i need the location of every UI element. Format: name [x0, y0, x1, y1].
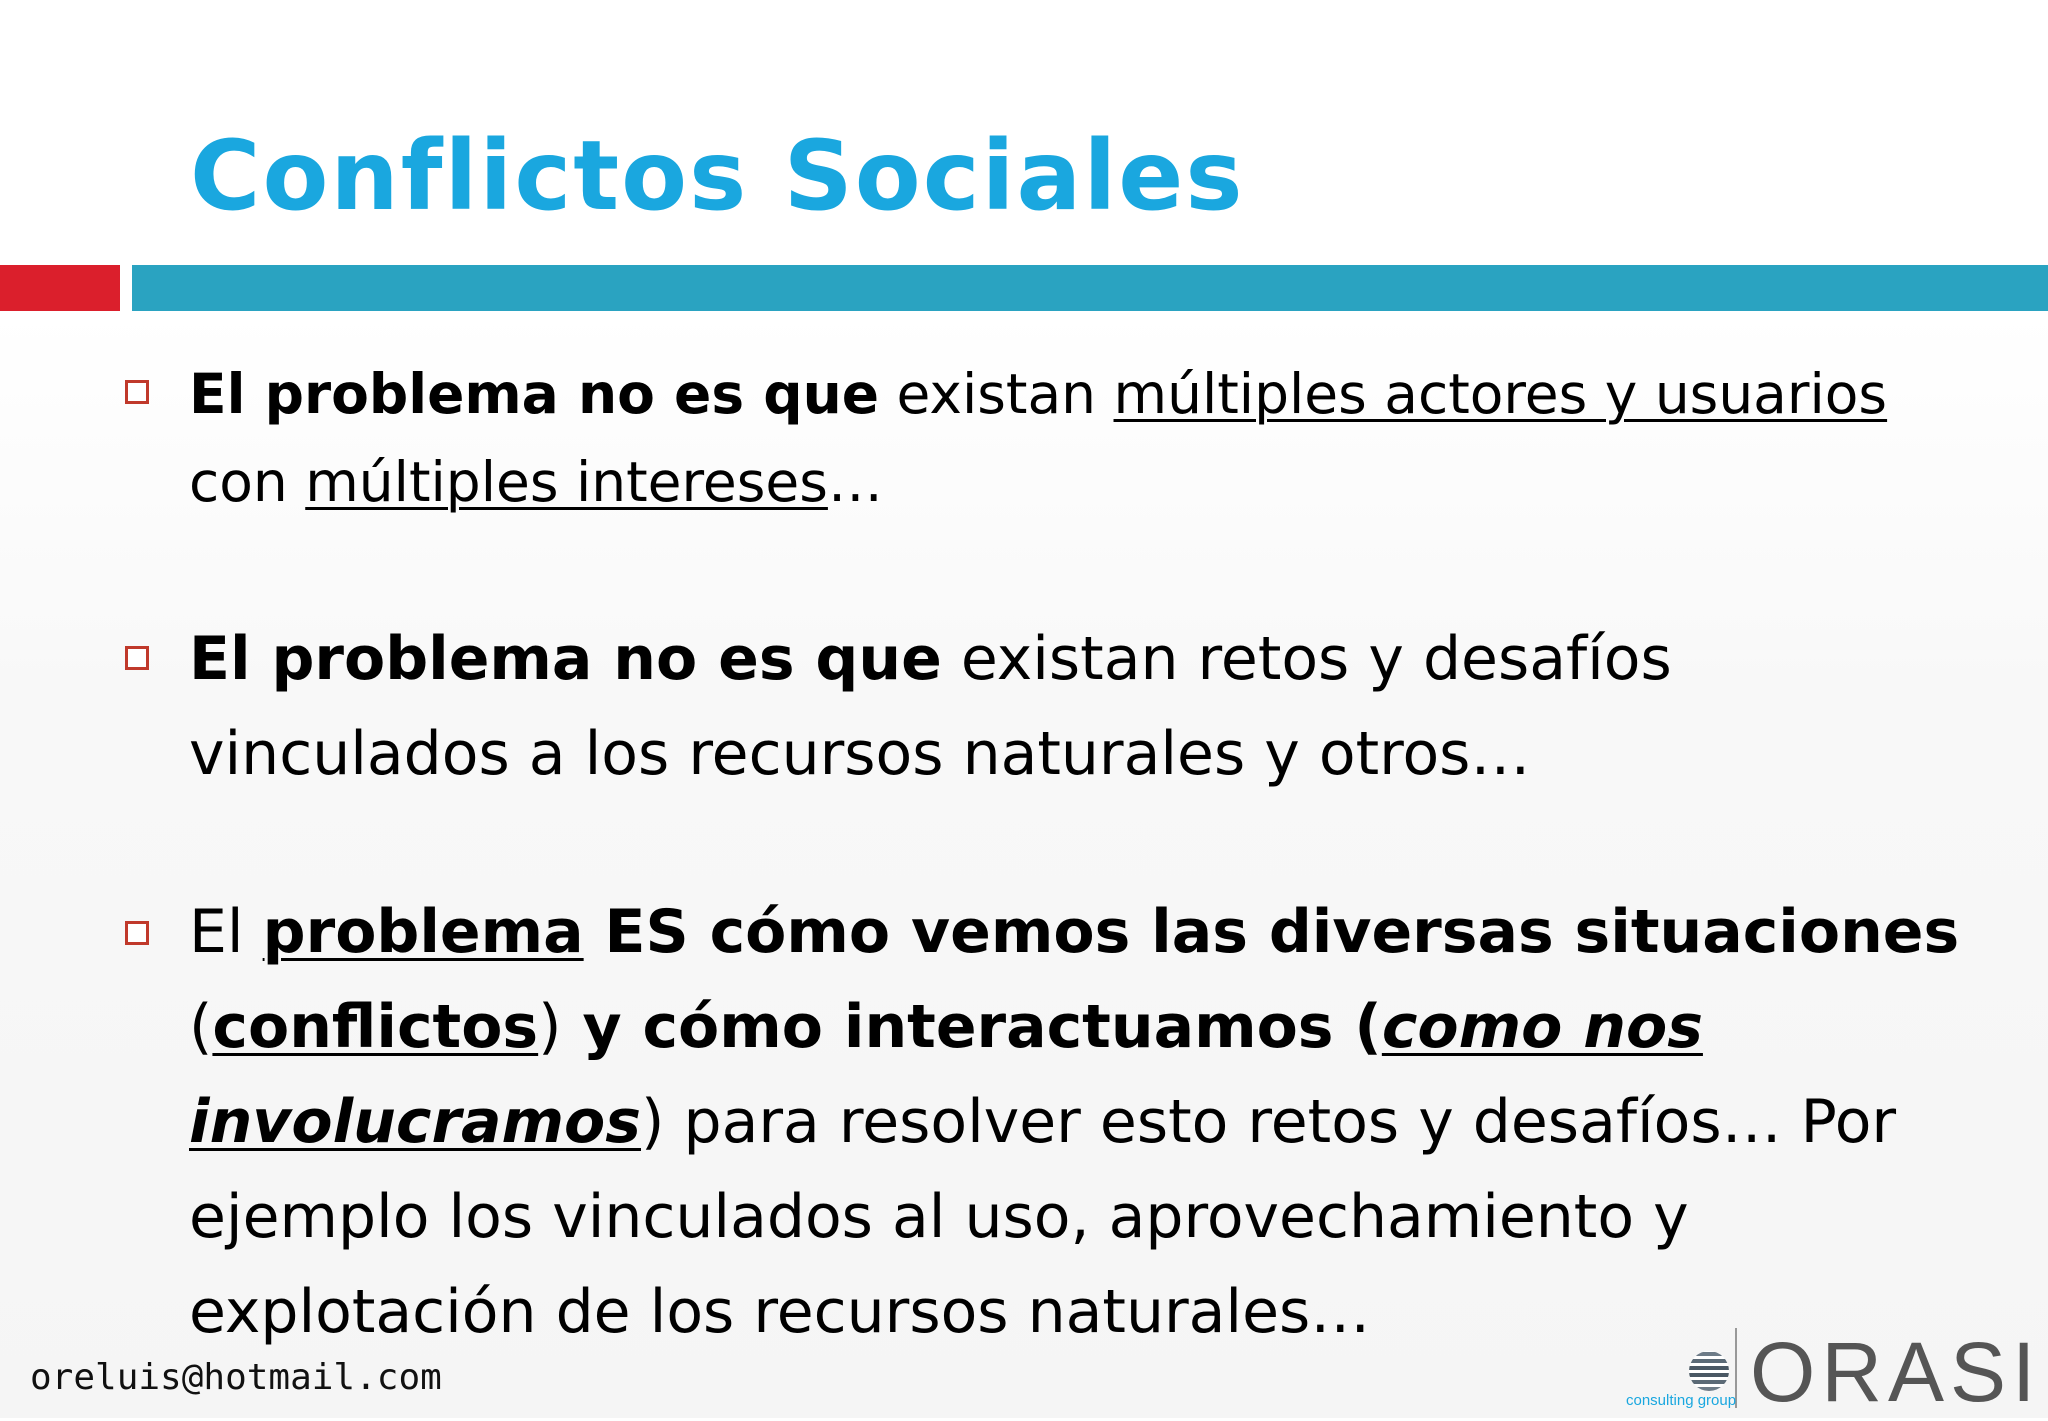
- bullet-1-line-1: [189, 350, 2048, 438]
- bullet-2-line-1: [189, 612, 2048, 707]
- bullet-1-text: [189, 350, 2048, 526]
- bullet-3-line-4: [189, 1170, 2048, 1265]
- plain-text: con: [189, 450, 306, 514]
- plain-text: El: [189, 897, 263, 967]
- title-accent-bar-red: [0, 265, 120, 311]
- footer-email: oreluis@hotmail.com: [30, 1357, 442, 1398]
- logo-tagline: consulting group: [1626, 1392, 1737, 1409]
- bullet-2-line-2: [189, 707, 2048, 802]
- paren: ): [538, 992, 562, 1062]
- square-bullet-icon: [125, 646, 149, 670]
- bullet-3-line-2: [189, 980, 2048, 1075]
- paren: (: [189, 992, 213, 1062]
- underlined-italic-phrase: como nos: [1381, 992, 1703, 1062]
- bullet-2-text: [189, 612, 2048, 802]
- plain-text: para resolver esto retos y desafíos… Por: [664, 1087, 1897, 1157]
- ellipsis: …: [827, 450, 883, 514]
- bold-phrase: ES cómo vemos las diversas situaciones: [583, 897, 1960, 967]
- bullet-3-text: [189, 885, 2048, 1360]
- logo-wordmark: ORASI: [1750, 1325, 2042, 1419]
- bold-phrase: y cómo interactuamos (: [561, 992, 1382, 1062]
- underlined-phrase: múltiples intereses: [305, 450, 828, 514]
- square-bullet-icon: [125, 921, 149, 945]
- plain-text: ejemplo los vinculados al uso, aprovechamiento y: [189, 1182, 1689, 1252]
- slide-title: Conflictos Sociales: [190, 120, 1245, 232]
- bold-phrase: El problema no es que: [189, 362, 880, 426]
- underlined-italic-phrase: involucramos: [189, 1087, 641, 1157]
- bullet-3-line-1: [189, 885, 2048, 980]
- underlined-phrase: múltiples actores y usuarios: [1113, 362, 1888, 426]
- bold-phrase: El problema no es que: [189, 624, 942, 694]
- paren: ): [641, 1087, 665, 1157]
- underlined-bold-phrase: conflictos: [212, 992, 539, 1062]
- bullet-3-line-3: [189, 1075, 2048, 1170]
- bullet-1-line-2: [189, 438, 2048, 526]
- orasi-logo: [1620, 1320, 2040, 1418]
- plain-text: existan retos y desafíos: [941, 624, 1672, 694]
- title-accent-bar-blue: [132, 265, 2048, 311]
- plain-text: vinculados a los recursos naturales y otros…: [189, 719, 1531, 789]
- underlined-bold-phrase: problema: [262, 897, 584, 967]
- striped-globe-icon: [1686, 1348, 1732, 1394]
- square-bullet-icon: [125, 380, 149, 404]
- plain-text: existan: [879, 362, 1114, 426]
- plain-text: explotación de los recursos naturales…: [189, 1277, 1371, 1347]
